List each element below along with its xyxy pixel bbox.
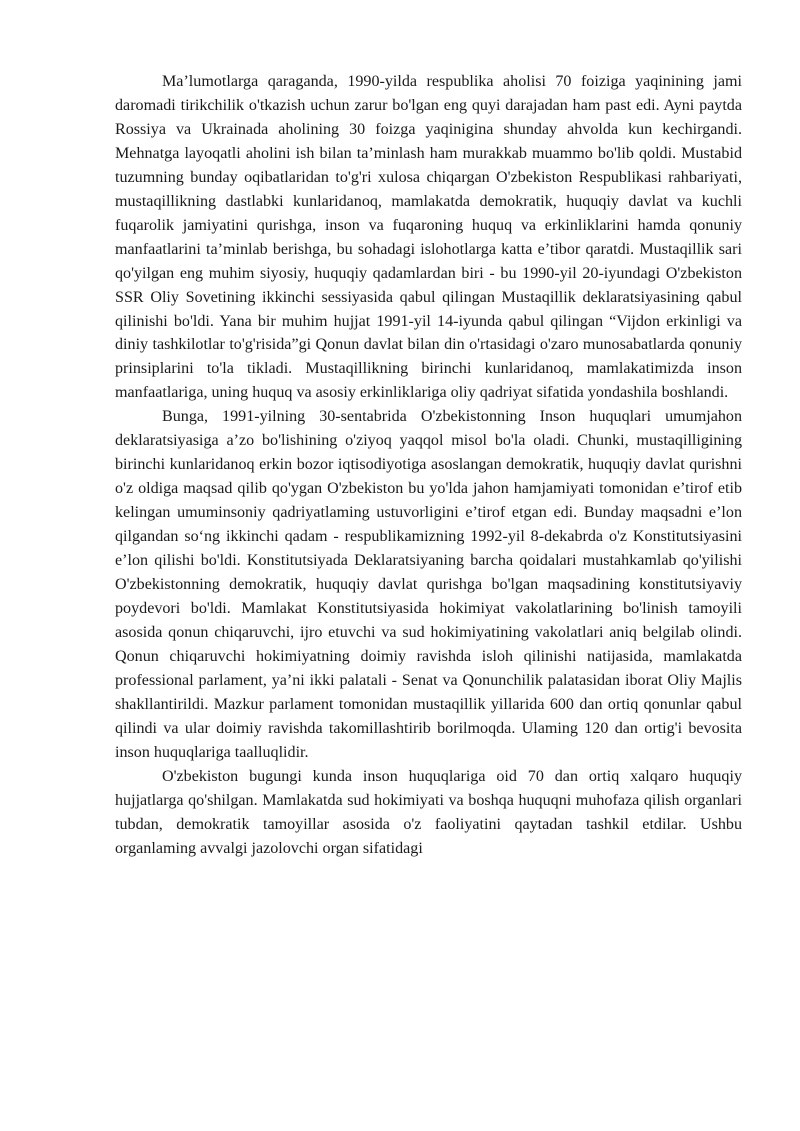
paragraph-2: Bunga, 1991-yilning 30-sentabrida O'zbekistonning Inson huquqlari umumjahon deklaratsiyasiga a’zo bo'lishining o'ziyoq yaqqol misol bo'la oladi. Chunki, mustaqilligining birinchi kunlaridanoq erkin bozor iqtisodiyotiga asoslangan demokratik, huquqiy davlat qurishni o'z oldiga maqsad qilib qo'ygan O'zbekiston bu yo'lda jahon hamjamiyati tomonidan e’tirof etib kelingan umuminsoniy qadriyatlaming ustuvorligini e’tirof etgan edi. Bunday maqsadni e’lon qilgandan so‘ng ikkinchi qadam - respublikamizning 1992-yil 8-dekabrda o'z Konstitutsiyasini e’lon qilishi bo'ldi. Konstitutsiyada Deklaratsiyaning barcha qoidalari mustahkamlab qo'yilishi O'zbekistonning demokratik, huquqiy davlat qurishga bo'lgan maqsadining konstitutsiyaviy poydevori bo'ldi. Mamlakat Konstitutsiyasida hokimiyat vakolatlarining bo'linish tamoyili asosida qonun chiqaruvchi, ijro etuvchi va sud hokimiyatining vakolatlari aniq belgilab olindi. Qonun chiqaruvchi hokimiyatning doimiy ravishda isloh qilinishi natijasida, mamlakatda professional parlament, ya’ni ikki palatali - Senat va Qonunchilik palatasidan iborat Oliy Majlis shakllantirildi. Mazkur parlament tomonidan mustaqillik yillarida 600 dan ortiq qonunlar qabul qilindi va ular doimiy ravishda takomillashtirib borilmoqda. Ulaming 120 dan ortig'i bevosita inson huquqlariga taalluqlidir. — [115, 408, 742, 761]
paragraph-1: Ma’lumotlarga qaraganda, 1990-yilda respublika aholisi 70 foiziga yaqinining jami daromadi tirikchilik o'tkazish uchun zarur bo'lgan eng quyi darajadan ham past edi. Ayni paytda Rossiya va Ukrainada aholining 30 foizga yaqinigina shunday ahvolda kun kechirgandi. Mehnatga layoqatli aholini ish bilan ta’minlash ham murakkab muammo bo'lib qoldi. Mustabid tuzumning bunday oqibatlaridan to'g'ri xulosa chiqargan O'zbekiston Respublikasi rahbariyati, mustaqillikning dastlabki kunlaridanoq, mamlakatda demokratik, huquqiy davlat va kuchli fuqarolik jamiyatini qurishga, inson va fuqaroning huquq va erkinliklarini hamda qonuniy manfaatlarini ta’minlab berishga, bu sohadagi islohotlarga katta e’tibor qaratdi. Mustaqillik sari qo'yilgan eng muhim siyosiy, huquqiy qadamlardan biri - bu 1990-yil 20-iyundagi O'zbekiston SSR Oliy Sovetining ikkinchi sessiyasida qabul qilingan Mustaqillik deklaratsiyasining qabul qilinishi bo'ldi. Yana bir muhim hujjat 1991-yil 14-iyunda qabul qilingan “Vijdon erkinligi va diniy tashkilotlar to'g'risida”gi Qonun davlat bilan din o'rtasidagi o'zaro munosabatlarda qonuniy prinsiplarini to'la tikladi. Mustaqillikning birinchi kunlaridanoq, mamlakatimizda inson manfaatlariga, uning huquq va asosiy erkinliklariga oliy qadriyat sifatida yondashila boshlandi. — [115, 73, 742, 402]
paragraph-3: O'zbekiston bugungi kunda inson huquqlariga oid 70 dan ortiq xalqaro huquqiy hujjatlarga qo'shilgan. Mamlakatda sud hokimiyati va boshqa huquqni muhofaza qilish organlari tubdan, demokratik tamoyillar asosida o'z faoliyatini qaytadan tashkil etdilar. Ushbu organlaming avvalgi jazolovchi organ sifatidagi — [115, 767, 742, 857]
document-page — [115, 70, 742, 860]
